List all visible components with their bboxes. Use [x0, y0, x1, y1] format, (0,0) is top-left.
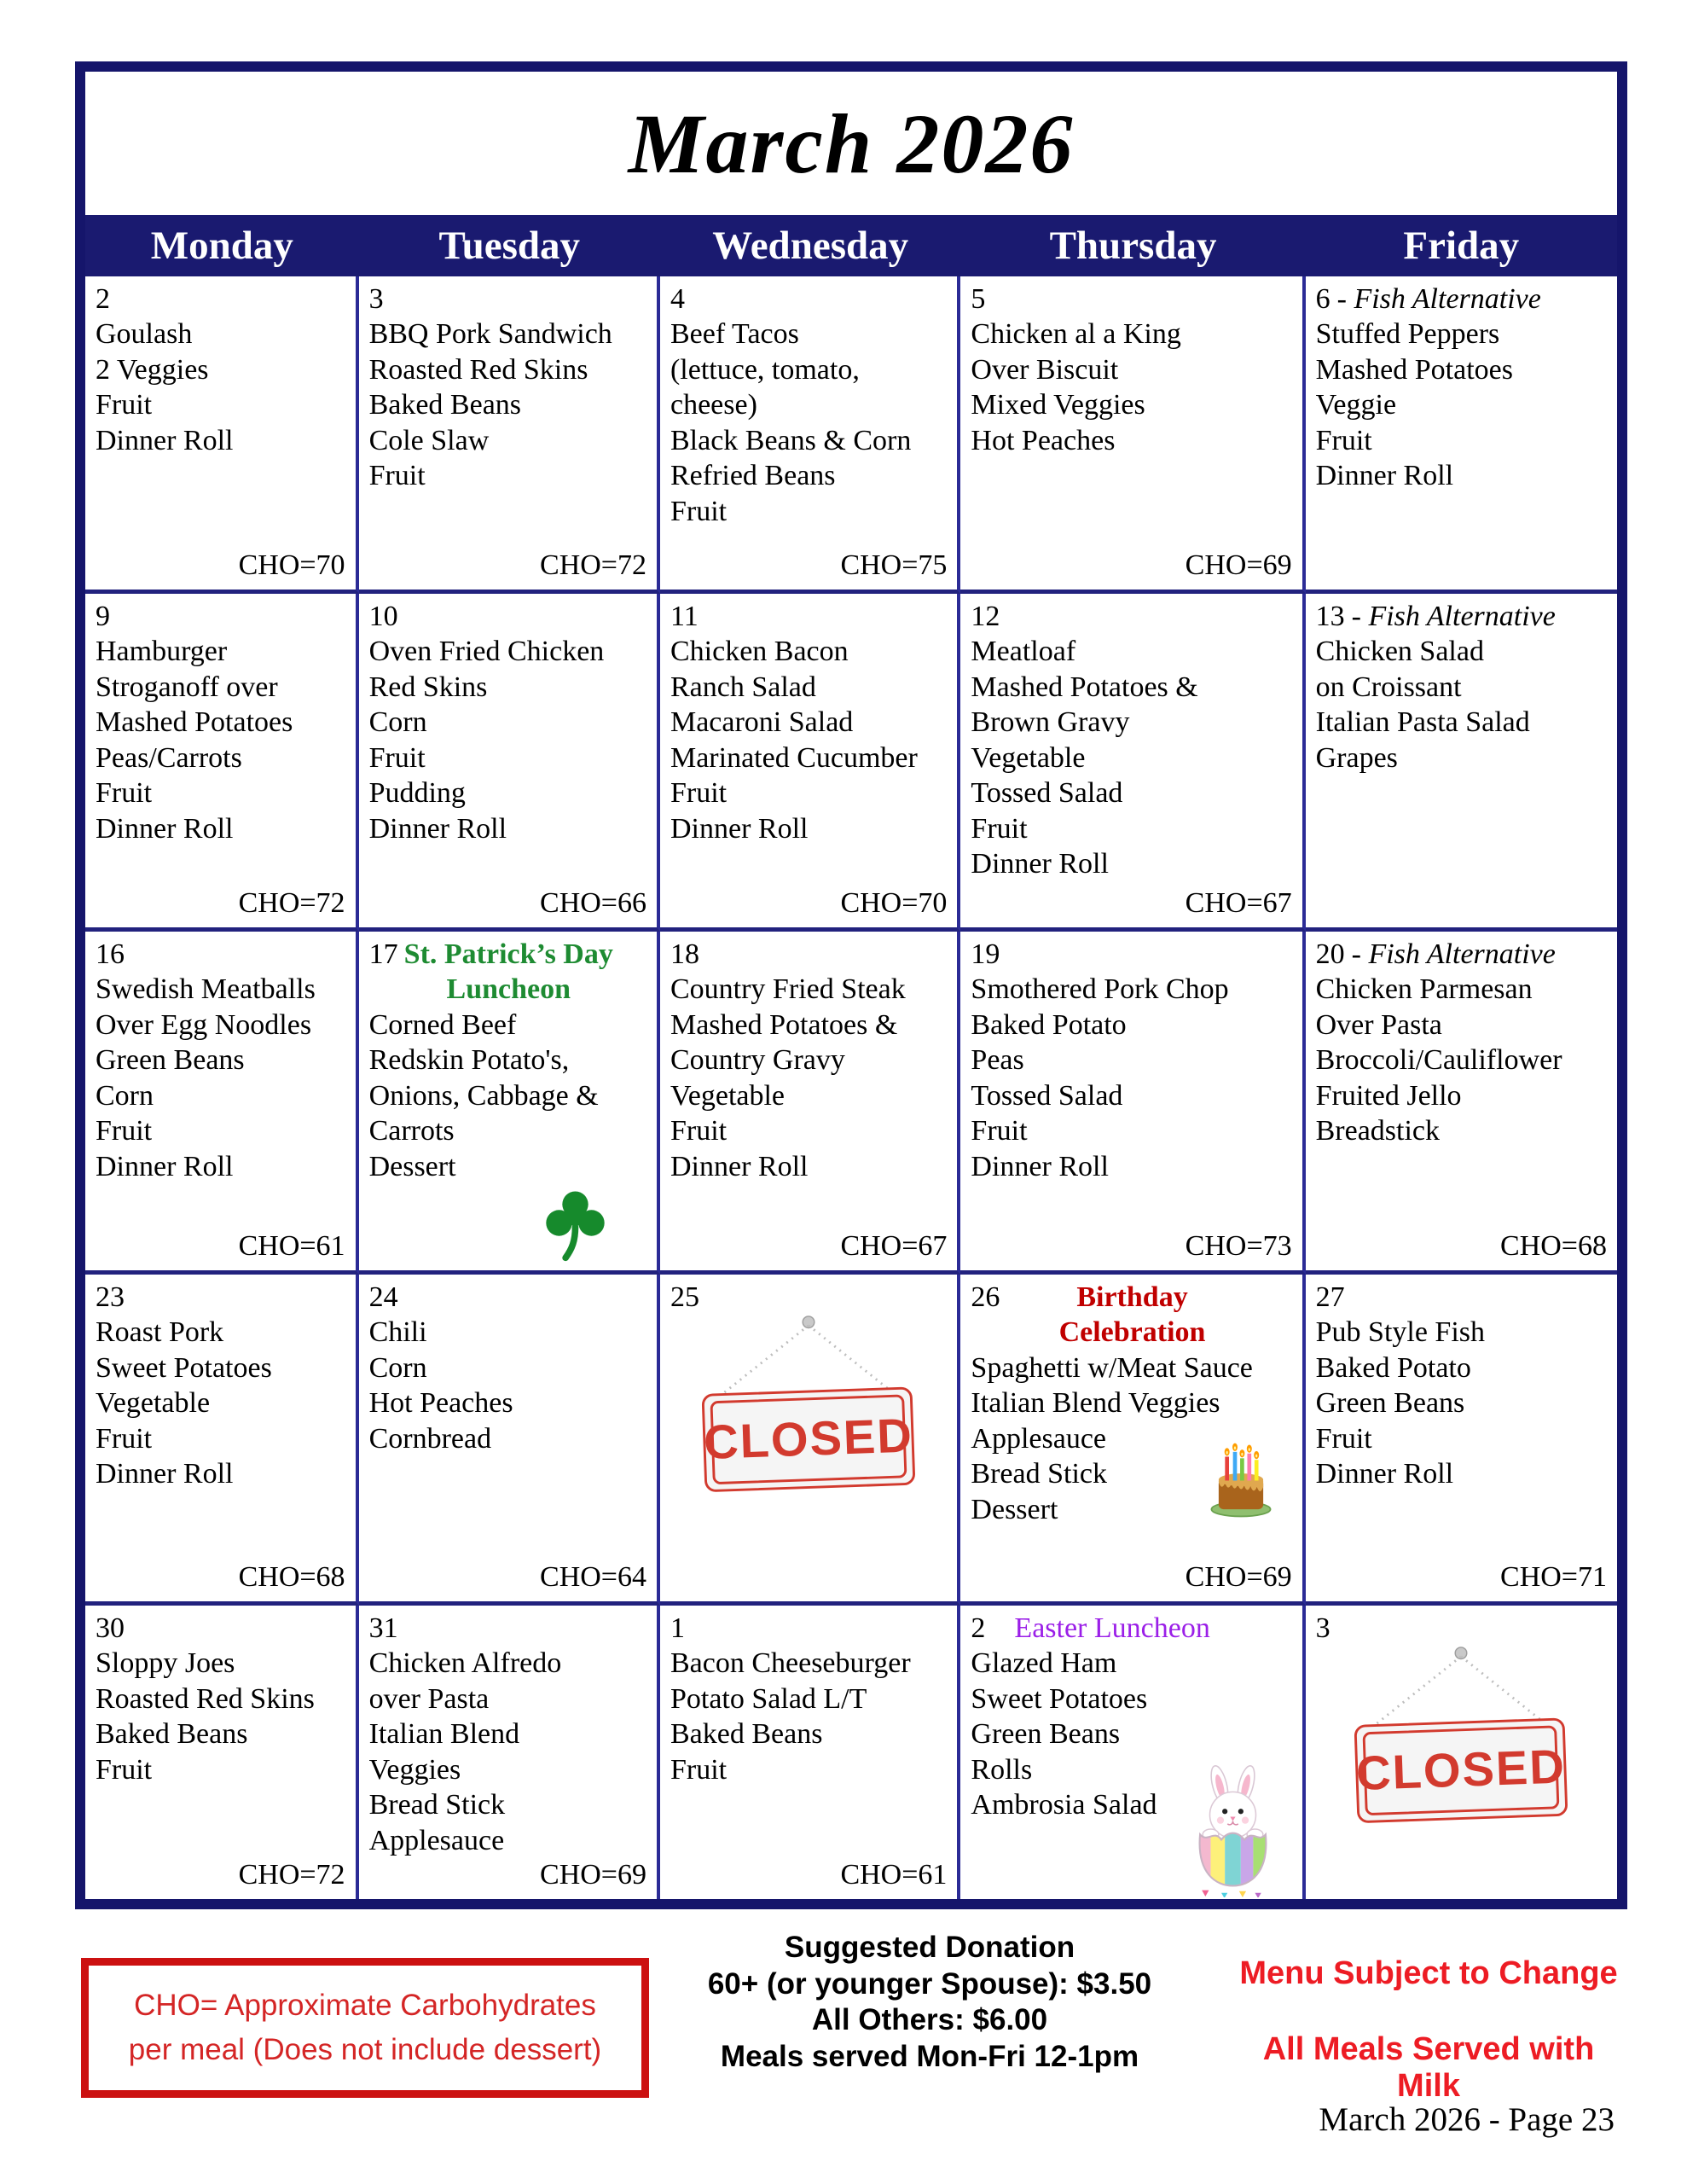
menu-item: Peas — [971, 1044, 1024, 1077]
menu-item: Sloppy Joes — [96, 1647, 235, 1680]
cell-date-line — [971, 937, 1293, 972]
menu-item: Fruit — [670, 1753, 728, 1786]
cho-legend-box — [81, 1958, 649, 2098]
menu-item: Hamburger — [96, 636, 228, 668]
date-number: 18 — [670, 938, 699, 970]
menu-item: Onions, Cabbage & — [368, 1079, 599, 1112]
date-number: 23 — [96, 1281, 125, 1313]
fish-alternative-note: - Fish Alternative — [1336, 283, 1541, 315]
menu-item: Dinner Roll — [670, 812, 809, 845]
event-title: Luncheon — [446, 973, 571, 1006]
cho-value: CHO=70 — [238, 549, 345, 581]
menu-item: Veggies — [368, 1753, 461, 1786]
menu-item: Fruit — [96, 1422, 153, 1455]
day-cell-26 — [960, 1275, 1305, 1606]
day-cell-25 — [660, 1275, 960, 1606]
menu-item: 2 Veggies — [96, 353, 209, 386]
cake-icon — [1193, 1426, 1289, 1522]
menu-item: Cornbread — [368, 1422, 492, 1455]
menu-item: Italian Pasta Salad — [1315, 706, 1530, 739]
menu-item: Baked Beans — [670, 1718, 823, 1751]
day-cell-3 — [359, 276, 660, 594]
day-cell-18 — [660, 932, 960, 1275]
menu-item: Stuffed Peppers — [1315, 318, 1500, 351]
menu-item: Corn — [368, 1351, 427, 1384]
page-number-label: March 2026 - Page 23 — [1319, 2101, 1615, 2138]
menu-item: Peas/Carrots — [96, 741, 242, 774]
menu-notes-block — [1228, 1955, 1629, 2105]
day-cell-3 — [1306, 1606, 1617, 1899]
menu-item: Fruit — [368, 460, 426, 492]
menu-item: Glazed Ham — [971, 1647, 1117, 1680]
closed-sign-label: CLOSED — [1355, 1739, 1568, 1800]
menu-item: Fruit — [96, 389, 153, 421]
date-number: 2 — [96, 283, 110, 315]
menu-item: Smothered Pork Chop — [971, 973, 1229, 1006]
date-number: 9 — [96, 601, 110, 632]
day-cell-20 — [1306, 932, 1617, 1275]
menu-item: Macaroni Salad — [670, 706, 854, 739]
menu-item: Tossed Salad — [971, 1079, 1123, 1112]
donation-line: Suggested Donation — [784, 1931, 1075, 1964]
day-cell-13 — [1306, 594, 1617, 932]
date-number: 11 — [670, 601, 699, 632]
day-cell-11 — [660, 594, 960, 932]
date-number: 10 — [368, 601, 398, 632]
menu-item: Bread Stick — [368, 1789, 506, 1821]
menu-item: Meatloaf — [971, 636, 1076, 668]
menu-item: Chicken al a King — [971, 318, 1181, 351]
menu-item: Chicken Salad — [1315, 636, 1484, 668]
cell-date-line — [369, 1611, 648, 1646]
suggested-donation-block — [644, 1930, 1215, 2076]
menu-note-milk: All Meals Served with Milk — [1262, 2031, 1595, 2104]
date-number: 6 — [1315, 283, 1330, 315]
weekday-header-monday: Monday — [150, 224, 293, 268]
cho-value: CHO=61 — [840, 1858, 948, 1891]
menu-item: Dinner Roll — [1315, 460, 1454, 492]
cell-date-line — [96, 282, 347, 317]
menu-item: Pub Style Fish — [1315, 1316, 1486, 1349]
menu-item: Red Skins — [368, 671, 488, 703]
day-cell-31 — [359, 1606, 660, 1899]
date-number: 2 — [971, 1612, 986, 1644]
cho-value: CHO=72 — [238, 1858, 345, 1891]
day-cell-5 — [960, 276, 1305, 594]
menu-item: Tossed Salad — [971, 777, 1123, 810]
date-number: 19 — [971, 938, 1000, 970]
cell-date-line — [670, 937, 948, 972]
date-number: 5 — [971, 283, 986, 315]
event-title: Birthday — [1076, 1281, 1188, 1313]
day-cell-6 — [1306, 276, 1617, 594]
menu-item: Potato Salad L/T — [670, 1682, 867, 1715]
menu-item: Dinner Roll — [368, 812, 507, 845]
fish-alternative-note: - Fish Alternative — [1351, 601, 1556, 632]
menu-item: Mashed Potatoes — [96, 706, 293, 739]
menu-item: Mixed Veggies — [971, 389, 1145, 421]
day-cell-2 — [85, 276, 359, 594]
day-cell-10 — [359, 594, 660, 932]
cho-value: CHO=72 — [238, 886, 345, 919]
cho-value: CHO=68 — [1500, 1229, 1607, 1262]
menu-item: Baked Potato — [1315, 1351, 1471, 1384]
cell-date-line — [96, 599, 347, 634]
menu-item: Dessert — [971, 1493, 1058, 1525]
menu-item: Fruit — [96, 1753, 153, 1786]
menu-item: Green Beans — [96, 1044, 245, 1077]
menu-item: Sweet Potatoes — [96, 1351, 272, 1384]
menu-item: Over Egg Noodles — [96, 1008, 312, 1041]
menu-item: cheese) — [670, 389, 757, 421]
event-title: St. Patrick’s Day — [403, 938, 613, 970]
menu-item: Corned Beef — [368, 1008, 517, 1041]
event-title: Easter Luncheon — [1014, 1612, 1210, 1644]
menu-item: Baked Beans — [96, 1718, 248, 1751]
menu-item: Applesauce — [971, 1422, 1107, 1455]
menu-item: Dinner Roll — [670, 1150, 809, 1182]
menu-item: Breadstick — [1315, 1115, 1441, 1147]
weekday-header-tuesday: Tuesday — [438, 224, 580, 268]
menu-item: Over Biscuit — [971, 353, 1119, 386]
menu-item: (lettuce, tomato, — [670, 353, 860, 386]
cho-value: CHO=73 — [1185, 1229, 1292, 1262]
cho-value: CHO=67 — [840, 1229, 948, 1262]
day-cell-1 — [660, 1606, 960, 1899]
closed-icon — [1329, 1643, 1593, 1833]
closed-sign-label: CLOSED — [703, 1408, 915, 1469]
menu-item: Hot Peaches — [971, 424, 1116, 456]
donation-line: Meals served Mon-Fri 12-1pm — [720, 2040, 1139, 2074]
menu-item: Dinner Roll — [971, 848, 1109, 880]
menu-item: Ambrosia Salad — [971, 1789, 1157, 1821]
weekday-header-thursday: Thursday — [1049, 224, 1217, 268]
menu-item: Fruit — [971, 1115, 1028, 1147]
cell-date-line — [1316, 1280, 1609, 1315]
cell-date-line — [670, 1611, 948, 1646]
fish-alternative-note: - Fish Alternative — [1351, 938, 1556, 970]
day-cell-30 — [85, 1606, 359, 1899]
weekday-header-friday: Friday — [1403, 224, 1520, 268]
cho-value: CHO=67 — [1185, 886, 1292, 919]
date-number: 30 — [96, 1612, 125, 1644]
closed-icon — [676, 1312, 941, 1502]
menu-item: Rolls — [971, 1753, 1033, 1786]
menu-item: Fruit — [1315, 424, 1372, 456]
menu-item: Dinner Roll — [96, 1458, 234, 1490]
menu-item: Italian Blend — [368, 1718, 520, 1751]
menu-item: Applesauce — [368, 1824, 505, 1856]
date-number: 12 — [971, 601, 1000, 632]
cell-date-line — [971, 1611, 1293, 1646]
day-cell-24 — [359, 1275, 660, 1606]
day-cell-2 — [960, 1606, 1305, 1899]
date-number: 24 — [368, 1281, 398, 1313]
day-cell-23 — [85, 1275, 359, 1606]
cell-date-line — [96, 937, 347, 972]
cho-value: CHO=70 — [840, 886, 948, 919]
cho-value: CHO=69 — [1185, 549, 1292, 581]
date-number: 25 — [670, 1281, 699, 1313]
menu-item: Swedish Meatballs — [96, 973, 316, 1006]
day-cell-17 — [359, 932, 660, 1275]
menu-item: Fruited Jello — [1315, 1079, 1462, 1112]
cho-value: CHO=61 — [238, 1229, 345, 1262]
cell-date-line — [971, 599, 1293, 634]
menu-note-change: Menu Subject to Change — [1239, 1955, 1618, 1991]
menu-item: Refried Beans — [670, 460, 836, 492]
cho-value: CHO=71 — [1500, 1560, 1607, 1593]
cho-value: CHO=69 — [540, 1858, 646, 1891]
menu-item: Fruit — [368, 741, 426, 774]
cho-value: CHO=64 — [540, 1560, 646, 1593]
menu-item: Baked Beans — [368, 389, 522, 421]
cell-date-line — [96, 1611, 347, 1646]
menu-item: Dinner Roll — [971, 1150, 1109, 1182]
cell-date-line — [971, 1280, 1293, 1350]
menu-item: Hot Peaches — [368, 1387, 513, 1420]
menu-item: Green Beans — [971, 1718, 1121, 1751]
cell-date-line — [971, 282, 1293, 317]
day-cell-27 — [1306, 1275, 1617, 1606]
menu-item: Marinated Cucumber — [670, 741, 918, 774]
menu-item: Fruit — [670, 495, 728, 527]
menu-item: Chicken Parmesan — [1315, 973, 1533, 1006]
menu-item: Italian Blend Veggies — [971, 1387, 1220, 1420]
menu-item: Corn — [368, 706, 427, 739]
cell-date-line — [670, 282, 948, 317]
donation-line: All Others: $6.00 — [811, 2003, 1048, 2037]
cho-legend-line: CHO= Approximate Carbohydrates — [134, 1988, 596, 2022]
menu-item: BBQ Pork Sandwich — [368, 318, 612, 351]
cho-value: CHO=75 — [840, 549, 948, 581]
menu-item: Fruit — [96, 1115, 153, 1147]
date-number: 1 — [670, 1612, 685, 1644]
cell-date-line — [670, 1280, 948, 1315]
menu-item: Bread Stick — [971, 1458, 1107, 1490]
date-number: 3 — [368, 283, 384, 315]
date-number: 3 — [1315, 1612, 1330, 1644]
day-cell-4 — [660, 276, 960, 594]
menu-item: Cole Slaw — [368, 424, 490, 456]
calendar-body — [85, 276, 1617, 1899]
menu-item: Dinner Roll — [96, 424, 234, 456]
menu-item: Vegetable — [670, 1079, 786, 1112]
menu-item: Chili — [368, 1316, 427, 1349]
weekday-header-row — [85, 215, 1617, 276]
menu-item: Mashed Potatoes & — [971, 671, 1198, 703]
date-number: 20 — [1315, 938, 1345, 970]
menu-item: Fruit — [971, 812, 1028, 845]
menu-item: Fruit — [1315, 1422, 1372, 1455]
weekday-header-wednesday: Wednesday — [712, 224, 909, 268]
menu-item: Roasted Red Skins — [368, 353, 588, 386]
date-number: 4 — [670, 283, 685, 315]
menu-item: Vegetable — [971, 741, 1086, 774]
menu-item: Roast Pork — [96, 1316, 224, 1349]
menu-item: Dessert — [368, 1150, 456, 1182]
bunny-icon — [1175, 1760, 1290, 1897]
menu-item: Veggie — [1315, 389, 1397, 421]
cho-value: CHO=68 — [238, 1560, 345, 1593]
menu-item: Fruit — [670, 777, 728, 810]
menu-item: over Pasta — [368, 1682, 490, 1715]
menu-item: Ranch Salad — [670, 671, 816, 703]
day-cell-9 — [85, 594, 359, 932]
menu-item: Beef Tacos — [670, 318, 799, 351]
menu-item: Country Gravy — [670, 1044, 845, 1077]
menu-item: Spaghetti w/Meat Sauce — [971, 1351, 1253, 1384]
shamrock-icon — [535, 1182, 616, 1263]
menu-item: Black Beans & Corn — [670, 424, 912, 456]
event-title: Celebration — [1058, 1316, 1206, 1349]
cho-value: CHO=66 — [540, 886, 646, 919]
menu-item: Vegetable — [96, 1387, 211, 1420]
date-number: 26 — [971, 1281, 1000, 1313]
menu-item: Green Beans — [1315, 1387, 1465, 1420]
date-number: 16 — [96, 938, 125, 970]
menu-item: Fruit — [96, 777, 153, 810]
menu-item: Grapes — [1315, 741, 1398, 774]
cell-date-line — [369, 937, 648, 1008]
menu-item: Corn — [96, 1079, 154, 1112]
menu-item: Country Fried Steak — [670, 973, 906, 1006]
donation-line: 60+ (or younger Spouse): $3.50 — [707, 1966, 1152, 2001]
calendar-frame — [75, 61, 1627, 1909]
menu-item: Goulash — [96, 318, 193, 351]
date-number: 17 — [368, 938, 398, 970]
menu-item: Baked Potato — [971, 1008, 1127, 1041]
menu-item: Broccoli/Cauliflower — [1315, 1044, 1562, 1077]
cell-date-line — [369, 599, 648, 634]
cell-date-line — [1316, 1611, 1609, 1646]
menu-item: Carrots — [368, 1115, 455, 1147]
cho-value: CHO=69 — [1185, 1560, 1292, 1593]
menu-item: on Croissant — [1315, 671, 1462, 703]
cho-value: CHO=72 — [540, 549, 646, 581]
cell-date-line — [1316, 282, 1609, 317]
day-cell-19 — [960, 932, 1305, 1275]
menu-item: Chicken Alfredo — [368, 1647, 562, 1680]
menu-item: Mashed Potatoes — [1315, 353, 1513, 386]
cell-date-line — [1316, 937, 1609, 972]
menu-item: Sweet Potatoes — [971, 1682, 1148, 1715]
menu-item: Over Pasta — [1315, 1008, 1442, 1041]
cell-date-line — [670, 599, 948, 634]
menu-item: Oven Fried Chicken — [368, 636, 605, 668]
cho-legend-line: per meal (Does not include dessert) — [128, 2033, 602, 2066]
menu-item: Brown Gravy — [971, 706, 1130, 739]
date-number: 31 — [368, 1612, 398, 1644]
cell-date-line — [1316, 599, 1609, 634]
cell-date-line — [96, 1280, 347, 1315]
date-number: 13 — [1315, 601, 1345, 632]
menu-item: Roasted Red Skins — [96, 1682, 315, 1715]
menu-item: Dinner Roll — [1315, 1458, 1454, 1490]
menu-item: Bacon Cheeseburger — [670, 1647, 911, 1680]
menu-item: Chicken Bacon — [670, 636, 849, 668]
cell-date-line — [369, 1280, 648, 1315]
menu-item: Fruit — [670, 1115, 728, 1147]
day-cell-16 — [85, 932, 359, 1275]
menu-item: Dinner Roll — [96, 1150, 234, 1182]
menu-item: Mashed Potatoes & — [670, 1008, 898, 1041]
date-number: 27 — [1315, 1281, 1345, 1313]
menu-item: Pudding — [368, 777, 466, 810]
cell-date-line — [369, 282, 648, 317]
day-cell-12 — [960, 594, 1305, 932]
menu-item: Stroganoff over — [96, 671, 278, 703]
page-title: March 2026 — [628, 96, 1075, 191]
menu-item: Dinner Roll — [96, 812, 234, 845]
menu-item: Redskin Potato's, — [368, 1044, 570, 1077]
